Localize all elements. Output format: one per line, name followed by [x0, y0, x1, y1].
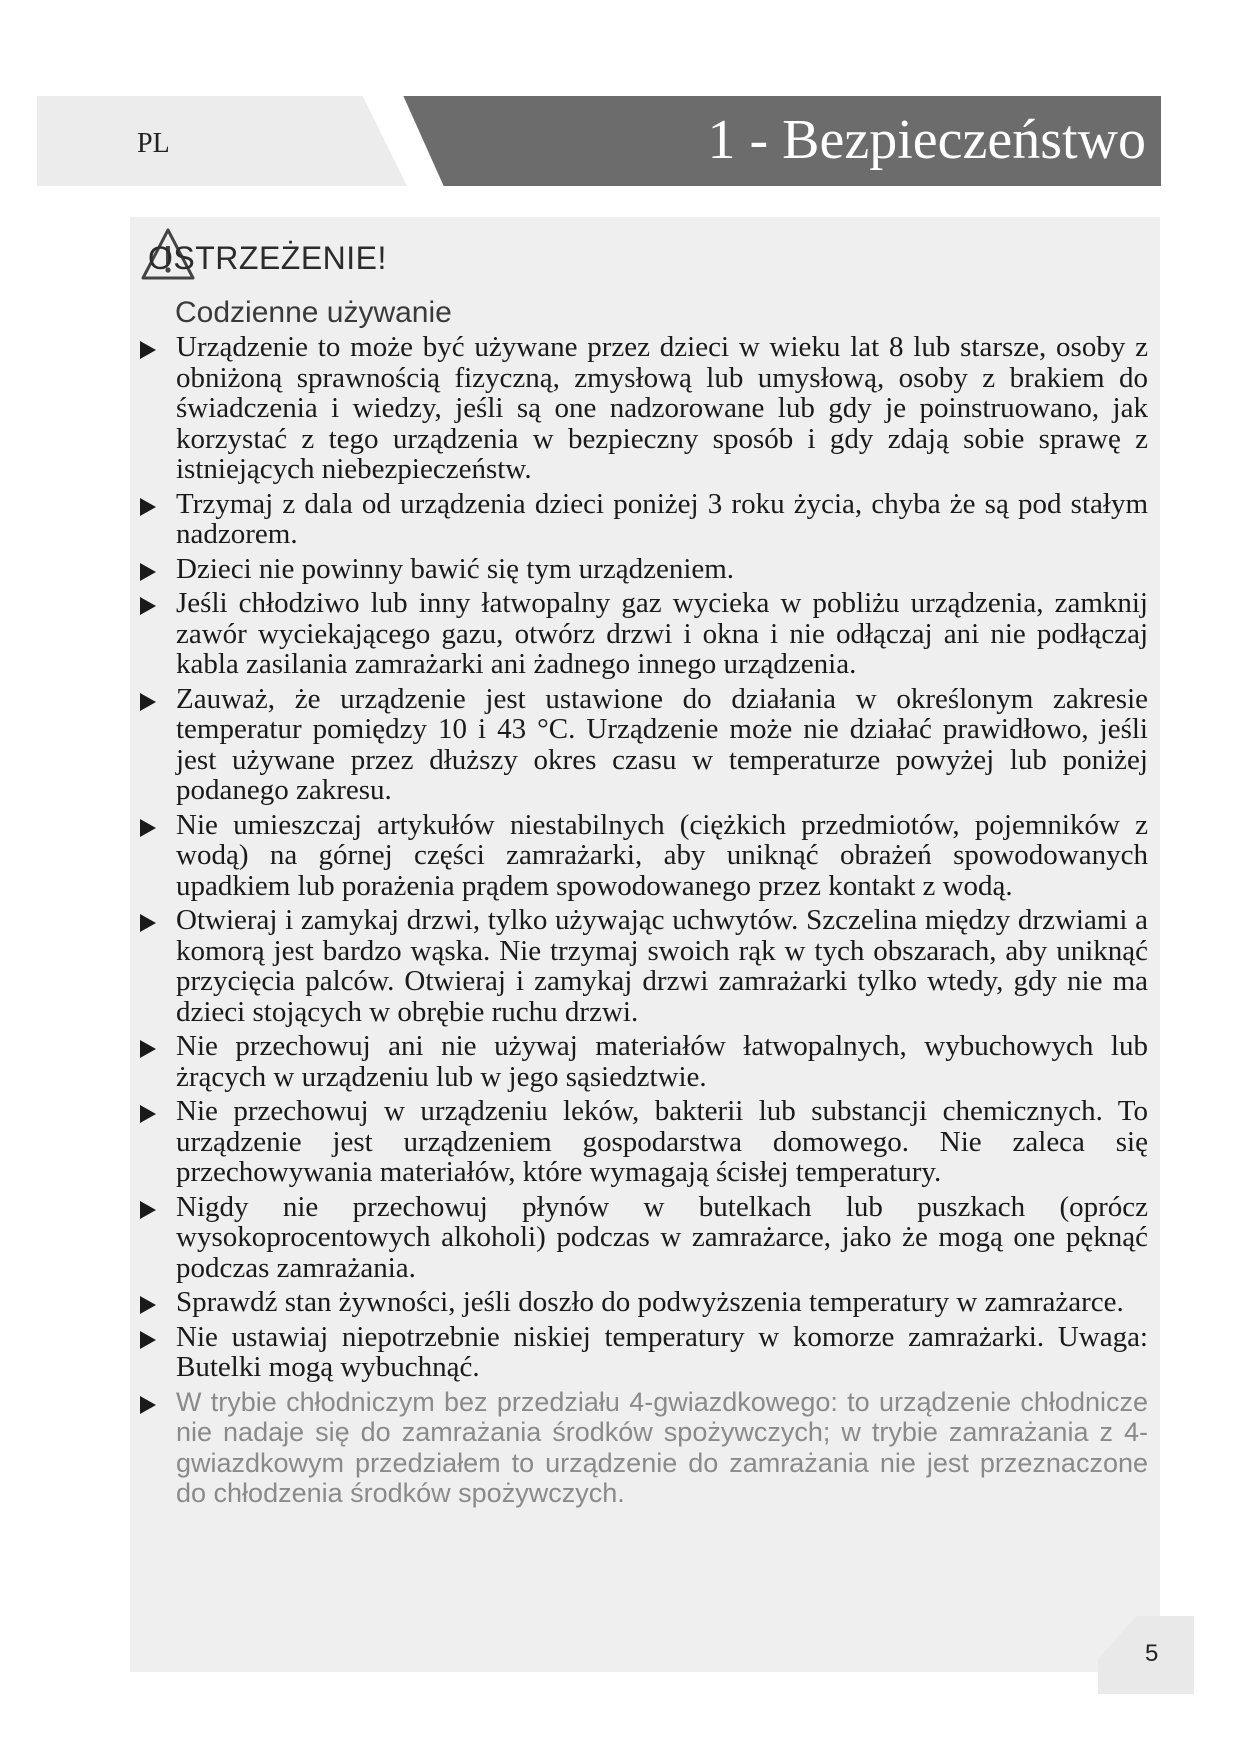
- list-item: [138, 332, 1148, 485]
- list-item: [138, 1096, 1148, 1188]
- bullet-arrow-icon: [140, 1105, 156, 1123]
- list-item: [138, 810, 1148, 902]
- bullet-arrow-icon: [140, 693, 156, 711]
- list-item-text: Nie przechowuj w urządzeniu leków, bakterii lub substancji chemicznych. To urządzenie jest urządzeniem gospodarstwa domowego. Nie zaleca się przechowywania materiałów, które wymagają ścisłej temperatury.: [176, 1095, 1148, 1188]
- list-item: [138, 1031, 1148, 1092]
- list-item-text: Dzieci nie powinny bawić się tym urządzeniem.: [176, 552, 735, 585]
- bullet-arrow-icon: [140, 1040, 156, 1058]
- bullet-arrow-icon: [140, 563, 156, 581]
- list-item: [138, 489, 1148, 550]
- list-item-text: Sprawdź stan żywności, jeśli doszło do podwyższenia temperatury w zamrażarce.: [176, 1286, 1124, 1318]
- section-title: Codzienne używanie: [175, 296, 452, 329]
- list-item: [138, 1387, 1148, 1509]
- bullet-arrow-icon: [140, 914, 156, 932]
- list-item: [138, 1287, 1148, 1318]
- list-item-text: Trzymaj z dala od urządzenia dzieci poniżej 3 roku życia, chyba że są pod stałym nadzorem.: [176, 487, 1148, 550]
- list-item: [138, 588, 1148, 680]
- list-item: [138, 905, 1148, 1027]
- chapter-title: 1 - Bezpieczeństwo: [707, 109, 1146, 171]
- bullet-arrow-icon: [140, 1296, 156, 1314]
- bullet-arrow-icon: [140, 1331, 156, 1349]
- language-label: PL: [137, 128, 170, 159]
- list-item-text: Nigdy nie przechowuj płynów w butelkach lub puszkach (oprócz wysokoprocentowych alkoholi) podczas w zamrażarce, jako że mogą one pęknąć podczas zamrażania.: [176, 1190, 1148, 1284]
- bullet-arrow-icon: [140, 597, 156, 615]
- header-left-band: [37, 96, 407, 186]
- bullet-arrow-icon: [140, 819, 156, 837]
- list-item-text: Jeśli chłodziwo lub inny łatwopalny gaz wycieka w pobliżu urządzenia, zamknij zawór wyciekającego gazu, otwórz drzwi i okna i nie odłączaj ani nie podłączaj kabla zasilania zamrażarki ani żadnego innego urządzenia.: [176, 587, 1148, 680]
- list-item: [138, 554, 1148, 585]
- bullet-arrow-icon: [140, 1201, 156, 1219]
- bullet-arrow-icon: [140, 341, 156, 359]
- list-item-text: Nie przechowuj ani nie używaj materiałów łatwopalnych, wybuchowych lub żrących w urządzeniu lub w jego sąsiedztwie.: [176, 1030, 1148, 1093]
- list-item: [138, 684, 1148, 806]
- list-item-text: Nie ustawiaj niepotrzebnie niskiej temperatury w komorze zamrażarki. Uwaga: Butelki mogą wybuchnąć.: [176, 1320, 1148, 1383]
- list-item-text: W trybie chłodniczym bez przedziału 4-gwiazdkowego: to urządzenie chłodnicze nie nadaje się do zamrażania środków spożywczych; w trybie zamrażania z 4-gwiazdkowym przedziałem to urządzenie do zamrażania nie jest przeznaczone do chłodzenia środków spożywczych.: [176, 1386, 1148, 1508]
- list-item: [138, 1192, 1148, 1284]
- bullet-arrow-icon: [140, 1396, 156, 1414]
- page-number: 5: [1145, 1640, 1159, 1667]
- list-item-text: Nie umieszczaj artykułów niestabilnych (ciężkich przedmiotów, pojemników z wodą) na górnej części zamrażarki, aby uniknąć obrażeń spowodowanych upadkiem lub porażenia prądem spowodowanego przez kontakt z wodą.: [176, 808, 1148, 902]
- list-item-text: Urządzenie to może być używane przez dzieci w wieku lat 8 lub starsze, osoby z obniżoną sprawnością fizyczną, zmysłową lub umysłową, osoby z brakiem do świadczenia i wiedzy, jeśli są one nadzorowane lub gdy je poinstruowano, jak korzystać z tego urządzenia w bezpieczny sposób i gdy zdają sobie sprawę z istniejących niebezpieczeństw.: [176, 331, 1148, 485]
- bullet-arrow-icon: [140, 498, 156, 516]
- list-item-text: Otwieraj i zamykaj drzwi, tylko używając uchwytów. Szczelina między drzwiami a komorą jest bardzo wąska. Nie trzymaj swoich rąk w tych obszarach, aby uniknąć przycięcia palców. Otwieraj i zamykaj drzwi zamrażarki tylko wtedy, gdy nie ma dzieci stojących w obrębie ruchu drzwi.: [176, 904, 1148, 1028]
- safety-list: [138, 332, 1148, 1513]
- warning-heading: [140, 226, 740, 294]
- list-item-text: Zauważ, że urządzenie jest ustawione do działania w określonym zakresie temperatur pomiędzy 10 i 43 °C. Urządzenie może nie działać prawidłowo, jeśli jest używane przez dłuższy okres czasu w temperaturze powyżej lub poniżej podanego zakresu.: [176, 682, 1148, 806]
- list-item: [138, 1322, 1148, 1383]
- warning-title: OSTRZEŻENIE!: [148, 240, 387, 276]
